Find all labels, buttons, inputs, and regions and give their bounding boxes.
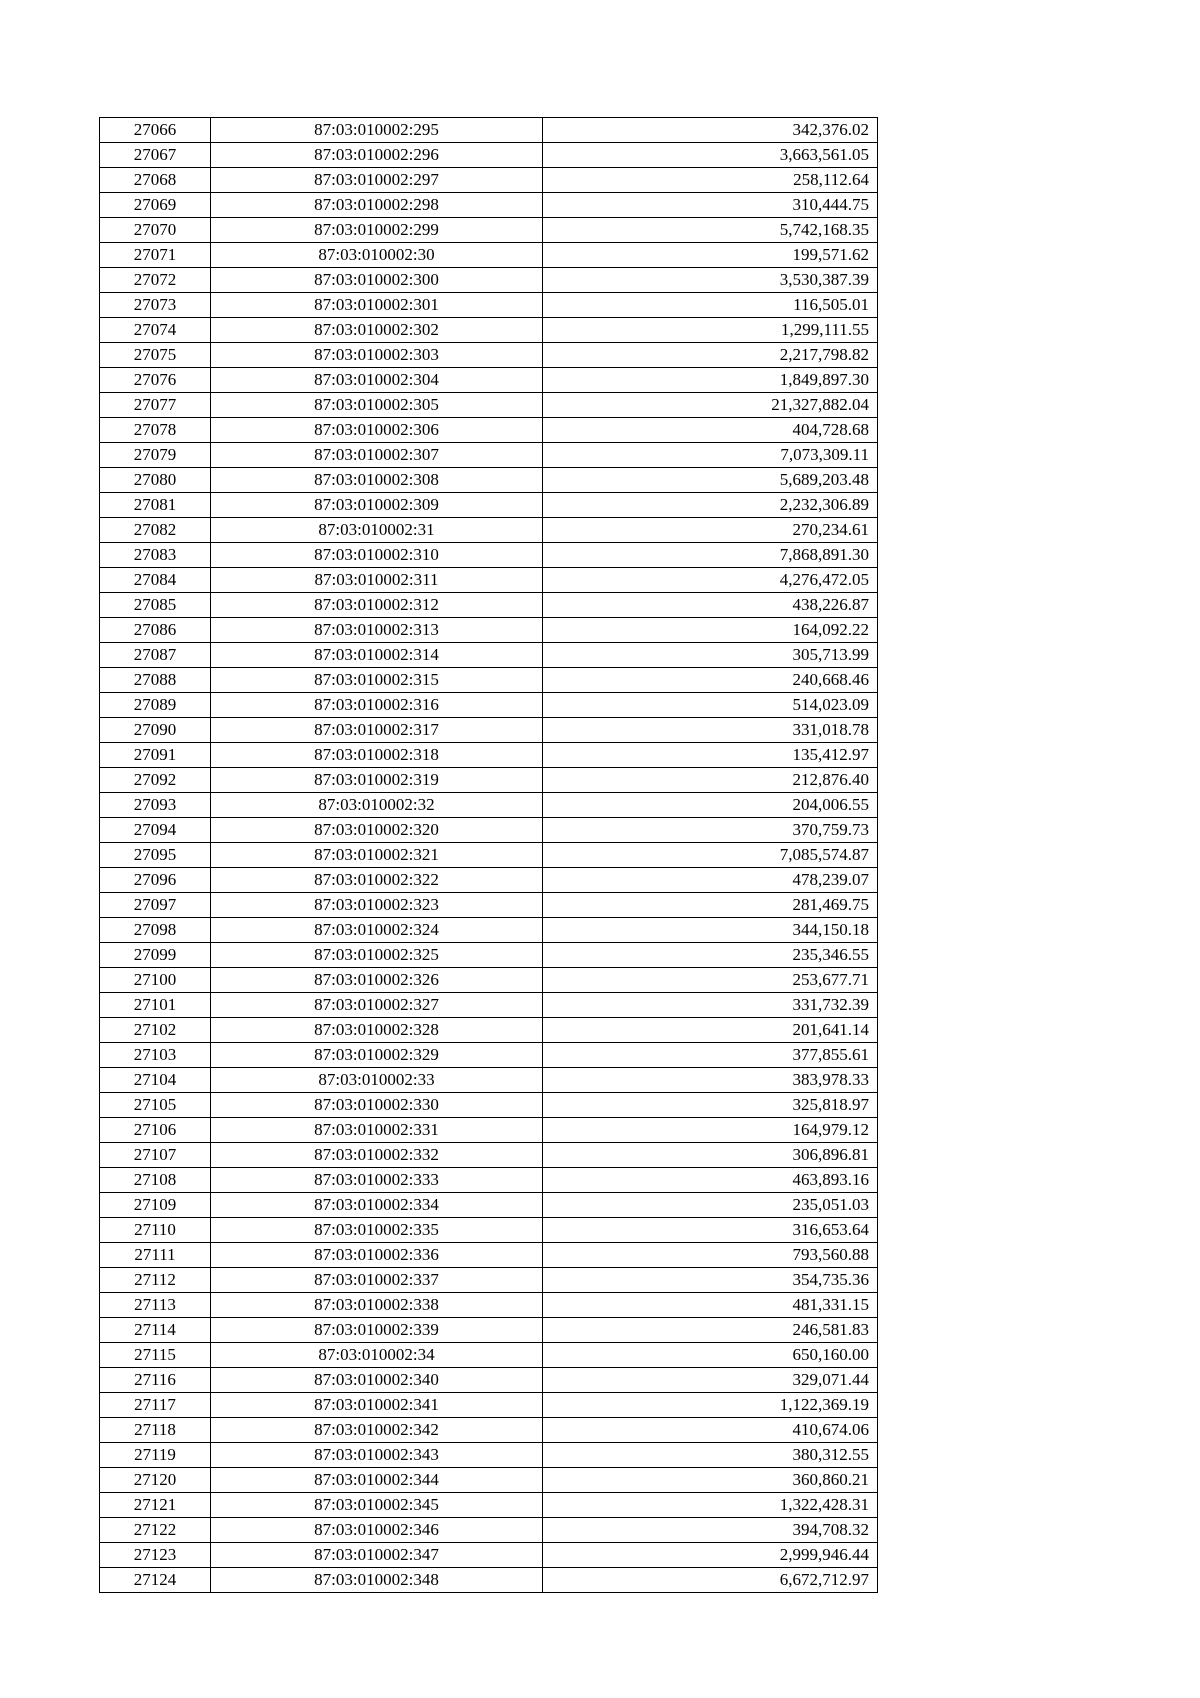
row-number-cell: 27068 [100,168,211,193]
cadastral-number-cell: 87:03:010002:302 [211,318,543,343]
cadastral-number-cell: 87:03:010002:338 [211,1293,543,1318]
cadastral-number-cell: 87:03:010002:297 [211,168,543,193]
cadastral-number-cell: 87:03:010002:296 [211,143,543,168]
row-number-cell: 27074 [100,318,211,343]
cadastral-value-cell: 514,023.09 [543,693,878,718]
cadastral-value-cell: 6,672,712.97 [543,1568,878,1593]
table-row [100,468,878,493]
cadastral-number-cell: 87:03:010002:306 [211,418,543,443]
cadastral-value-cell: 2,232,306.89 [543,493,878,518]
row-number-cell: 27098 [100,918,211,943]
table-row [100,493,878,518]
cadastral-number-cell: 87:03:010002:348 [211,1568,543,1593]
row-number-cell: 27108 [100,1168,211,1193]
cadastral-value-cell: 342,376.02 [543,118,878,143]
cadastral-number-cell: 87:03:010002:319 [211,768,543,793]
row-number-cell: 27069 [100,193,211,218]
cadastral-value-cell: 481,331.15 [543,1293,878,1318]
cadastral-value-cell: 7,868,891.30 [543,543,878,568]
cadastral-number-cell: 87:03:010002:336 [211,1243,543,1268]
table-row [100,718,878,743]
cadastral-value-cell: 1,299,111.55 [543,318,878,343]
cadastral-value-cell: 2,217,798.82 [543,343,878,368]
cadastral-value-cell: 325,818.97 [543,1093,878,1118]
table-row [100,1218,878,1243]
cadastral-number-cell: 87:03:010002:308 [211,468,543,493]
table-row [100,1568,878,1593]
row-number-cell: 27107 [100,1143,211,1168]
cadastral-value-cell: 463,893.16 [543,1168,878,1193]
row-number-cell: 27070 [100,218,211,243]
cadastral-value-cell: 394,708.32 [543,1518,878,1543]
table-row [100,1018,878,1043]
table-row [100,1343,878,1368]
cadastral-number-cell: 87:03:010002:346 [211,1518,543,1543]
table-row [100,643,878,668]
cadastral-value-cell: 7,073,309.11 [543,443,878,468]
table-row [100,1268,878,1293]
cadastral-value-cell: 316,653.64 [543,1218,878,1243]
row-number-cell: 27090 [100,718,211,743]
row-number-cell: 27079 [100,443,211,468]
row-number-cell: 27086 [100,618,211,643]
cadastral-value-cell: 305,713.99 [543,643,878,668]
cadastral-number-cell: 87:03:010002:30 [211,243,543,268]
cadastral-number-cell: 87:03:010002:303 [211,343,543,368]
table-row [100,1543,878,1568]
cadastral-value-cell: 246,581.83 [543,1318,878,1343]
table-row [100,143,878,168]
row-number-cell: 27102 [100,1018,211,1043]
row-number-cell: 27116 [100,1368,211,1393]
cadastral-value-cell: 377,855.61 [543,1043,878,1068]
row-number-cell: 27119 [100,1443,211,1468]
cadastral-value-cell: 201,641.14 [543,1018,878,1043]
cadastral-value-cell: 310,444.75 [543,193,878,218]
row-number-cell: 27100 [100,968,211,993]
table-row [100,818,878,843]
cadastral-value-cell: 270,234.61 [543,518,878,543]
table-row [100,1393,878,1418]
cadastral-number-cell: 87:03:010002:325 [211,943,543,968]
cadastral-number-cell: 87:03:010002:313 [211,618,543,643]
row-number-cell: 27113 [100,1293,211,1318]
row-number-cell: 27121 [100,1493,211,1518]
row-number-cell: 27076 [100,368,211,393]
cadastral-value-cell: 360,860.21 [543,1468,878,1493]
cadastral-number-cell: 87:03:010002:318 [211,743,543,768]
table-row [100,1068,878,1093]
cadastral-number-cell: 87:03:010002:322 [211,868,543,893]
cadastral-number-cell: 87:03:010002:342 [211,1418,543,1443]
cadastral-number-cell: 87:03:010002:315 [211,668,543,693]
row-number-cell: 27087 [100,643,211,668]
cadastral-value-cell: 5,742,168.35 [543,218,878,243]
cadastral-number-cell: 87:03:010002:298 [211,193,543,218]
table-row [100,668,878,693]
row-number-cell: 27118 [100,1418,211,1443]
cadastral-number-cell: 87:03:010002:301 [211,293,543,318]
table-row [100,1243,878,1268]
table-row [100,1468,878,1493]
table-row [100,318,878,343]
table-row [100,518,878,543]
cadastral-value-cell: 4,276,472.05 [543,568,878,593]
table-row [100,968,878,993]
table-row [100,618,878,643]
row-number-cell: 27071 [100,243,211,268]
cadastral-value-cell: 3,530,387.39 [543,268,878,293]
row-number-cell: 27115 [100,1343,211,1368]
table-row [100,1043,878,1068]
row-number-cell: 27105 [100,1093,211,1118]
row-number-cell: 27124 [100,1568,211,1593]
row-number-cell: 27094 [100,818,211,843]
row-number-cell: 27066 [100,118,211,143]
row-number-cell: 27091 [100,743,211,768]
cadastral-number-cell: 87:03:010002:326 [211,968,543,993]
cadastral-value-cell: 235,051.03 [543,1193,878,1218]
row-number-cell: 27073 [100,293,211,318]
table-row [100,543,878,568]
cadastral-value-cell: 344,150.18 [543,918,878,943]
cadastral-number-cell: 87:03:010002:317 [211,718,543,743]
table-row [100,1418,878,1443]
table-row [100,993,878,1018]
cadastral-value-cell: 116,505.01 [543,293,878,318]
row-number-cell: 27096 [100,868,211,893]
table-row [100,418,878,443]
cadastral-number-cell: 87:03:010002:34 [211,1343,543,1368]
table-row [100,293,878,318]
table-row [100,743,878,768]
cadastral-value-cell: 306,896.81 [543,1143,878,1168]
cadastral-number-cell: 87:03:010002:347 [211,1543,543,1568]
cadastral-value-cell: 331,018.78 [543,718,878,743]
cadastral-value-cell: 199,571.62 [543,243,878,268]
cadastral-value-cell: 1,122,369.19 [543,1393,878,1418]
cadastral-value-cell: 281,469.75 [543,893,878,918]
cadastral-value-table [99,117,878,1593]
row-number-cell: 27072 [100,268,211,293]
row-number-cell: 27084 [100,568,211,593]
table-row [100,1143,878,1168]
table-row [100,193,878,218]
cadastral-value-cell: 354,735.36 [543,1268,878,1293]
cadastral-value-cell: 253,677.71 [543,968,878,993]
table-row [100,443,878,468]
cadastral-value-cell: 331,732.39 [543,993,878,1018]
row-number-cell: 27104 [100,1068,211,1093]
row-number-cell: 27110 [100,1218,211,1243]
cadastral-value-cell: 3,663,561.05 [543,143,878,168]
cadastral-value-cell: 793,560.88 [543,1243,878,1268]
row-number-cell: 27120 [100,1468,211,1493]
table-row [100,793,878,818]
cadastral-value-cell: 404,728.68 [543,418,878,443]
cadastral-number-cell: 87:03:010002:32 [211,793,543,818]
cadastral-value-cell: 410,674.06 [543,1418,878,1443]
cadastral-value-cell: 164,092.22 [543,618,878,643]
table-body [100,118,878,1593]
cadastral-number-cell: 87:03:010002:339 [211,1318,543,1343]
table-row [100,1093,878,1118]
cadastral-value-cell: 5,689,203.48 [543,468,878,493]
row-number-cell: 27088 [100,668,211,693]
row-number-cell: 27082 [100,518,211,543]
cadastral-number-cell: 87:03:010002:304 [211,368,543,393]
table-row [100,768,878,793]
cadastral-value-cell: 135,412.97 [543,743,878,768]
cadastral-value-cell: 240,668.46 [543,668,878,693]
cadastral-value-cell: 1,322,428.31 [543,1493,878,1518]
table-row [100,843,878,868]
cadastral-value-cell: 21,327,882.04 [543,393,878,418]
row-number-cell: 27122 [100,1518,211,1543]
cadastral-value-cell: 650,160.00 [543,1343,878,1368]
row-number-cell: 27123 [100,1543,211,1568]
cadastral-number-cell: 87:03:010002:324 [211,918,543,943]
cadastral-number-cell: 87:03:010002:33 [211,1068,543,1093]
row-number-cell: 27089 [100,693,211,718]
cadastral-number-cell: 87:03:010002:329 [211,1043,543,1068]
table-row [100,243,878,268]
row-number-cell: 27112 [100,1268,211,1293]
table-row [100,1443,878,1468]
row-number-cell: 27092 [100,768,211,793]
table-row [100,943,878,968]
row-number-cell: 27103 [100,1043,211,1068]
cadastral-value-cell: 2,999,946.44 [543,1543,878,1568]
cadastral-value-cell: 380,312.55 [543,1443,878,1468]
cadastral-value-cell: 383,978.33 [543,1068,878,1093]
table-row [100,268,878,293]
cadastral-number-cell: 87:03:010002:316 [211,693,543,718]
cadastral-number-cell: 87:03:010002:328 [211,1018,543,1043]
table-row [100,168,878,193]
cadastral-value-cell: 235,346.55 [543,943,878,968]
row-number-cell: 27083 [100,543,211,568]
table-row [100,893,878,918]
row-number-cell: 27109 [100,1193,211,1218]
table-row [100,218,878,243]
cadastral-number-cell: 87:03:010002:331 [211,1118,543,1143]
cadastral-value-cell: 7,085,574.87 [543,843,878,868]
cadastral-number-cell: 87:03:010002:343 [211,1443,543,1468]
table-row [100,343,878,368]
table-row [100,1318,878,1343]
cadastral-number-cell: 87:03:010002:31 [211,518,543,543]
row-number-cell: 27080 [100,468,211,493]
table-row [100,1293,878,1318]
cadastral-number-cell: 87:03:010002:333 [211,1168,543,1193]
cadastral-number-cell: 87:03:010002:321 [211,843,543,868]
table-row [100,1193,878,1218]
table-row [100,1493,878,1518]
table-row [100,918,878,943]
cadastral-number-cell: 87:03:010002:340 [211,1368,543,1393]
table-row [100,568,878,593]
row-number-cell: 27106 [100,1118,211,1143]
cadastral-number-cell: 87:03:010002:334 [211,1193,543,1218]
cadastral-number-cell: 87:03:010002:295 [211,118,543,143]
row-number-cell: 27099 [100,943,211,968]
table-row [100,1518,878,1543]
table-row [100,118,878,143]
table-row [100,868,878,893]
cadastral-number-cell: 87:03:010002:330 [211,1093,543,1118]
table-row [100,1118,878,1143]
row-number-cell: 27075 [100,343,211,368]
cadastral-number-cell: 87:03:010002:312 [211,593,543,618]
row-number-cell: 27114 [100,1318,211,1343]
cadastral-number-cell: 87:03:010002:305 [211,393,543,418]
row-number-cell: 27111 [100,1243,211,1268]
cadastral-value-cell: 438,226.87 [543,593,878,618]
cadastral-value-cell: 258,112.64 [543,168,878,193]
cadastral-number-cell: 87:03:010002:327 [211,993,543,1018]
cadastral-number-cell: 87:03:010002:299 [211,218,543,243]
table-row [100,393,878,418]
cadastral-number-cell: 87:03:010002:323 [211,893,543,918]
row-number-cell: 27067 [100,143,211,168]
cadastral-value-cell: 478,239.07 [543,868,878,893]
table-row [100,1168,878,1193]
cadastral-value-cell: 370,759.73 [543,818,878,843]
row-number-cell: 27101 [100,993,211,1018]
cadastral-value-cell: 212,876.40 [543,768,878,793]
cadastral-value-cell: 164,979.12 [543,1118,878,1143]
cadastral-number-cell: 87:03:010002:307 [211,443,543,468]
cadastral-number-cell: 87:03:010002:300 [211,268,543,293]
row-number-cell: 27117 [100,1393,211,1418]
cadastral-number-cell: 87:03:010002:320 [211,818,543,843]
table-row [100,693,878,718]
cadastral-number-cell: 87:03:010002:332 [211,1143,543,1168]
table-row [100,368,878,393]
cadastral-number-cell: 87:03:010002:311 [211,568,543,593]
cadastral-value-cell: 204,006.55 [543,793,878,818]
row-number-cell: 27095 [100,843,211,868]
cadastral-number-cell: 87:03:010002:341 [211,1393,543,1418]
cadastral-number-cell: 87:03:010002:345 [211,1493,543,1518]
row-number-cell: 27078 [100,418,211,443]
cadastral-number-cell: 87:03:010002:314 [211,643,543,668]
cadastral-value-cell: 329,071.44 [543,1368,878,1393]
cadastral-number-cell: 87:03:010002:335 [211,1218,543,1243]
row-number-cell: 27077 [100,393,211,418]
row-number-cell: 27085 [100,593,211,618]
row-number-cell: 27081 [100,493,211,518]
table-row [100,593,878,618]
row-number-cell: 27097 [100,893,211,918]
cadastral-number-cell: 87:03:010002:310 [211,543,543,568]
cadastral-number-cell: 87:03:010002:344 [211,1468,543,1493]
cadastral-value-cell: 1,849,897.30 [543,368,878,393]
cadastral-number-cell: 87:03:010002:337 [211,1268,543,1293]
table-row [100,1368,878,1393]
cadastral-number-cell: 87:03:010002:309 [211,493,543,518]
row-number-cell: 27093 [100,793,211,818]
